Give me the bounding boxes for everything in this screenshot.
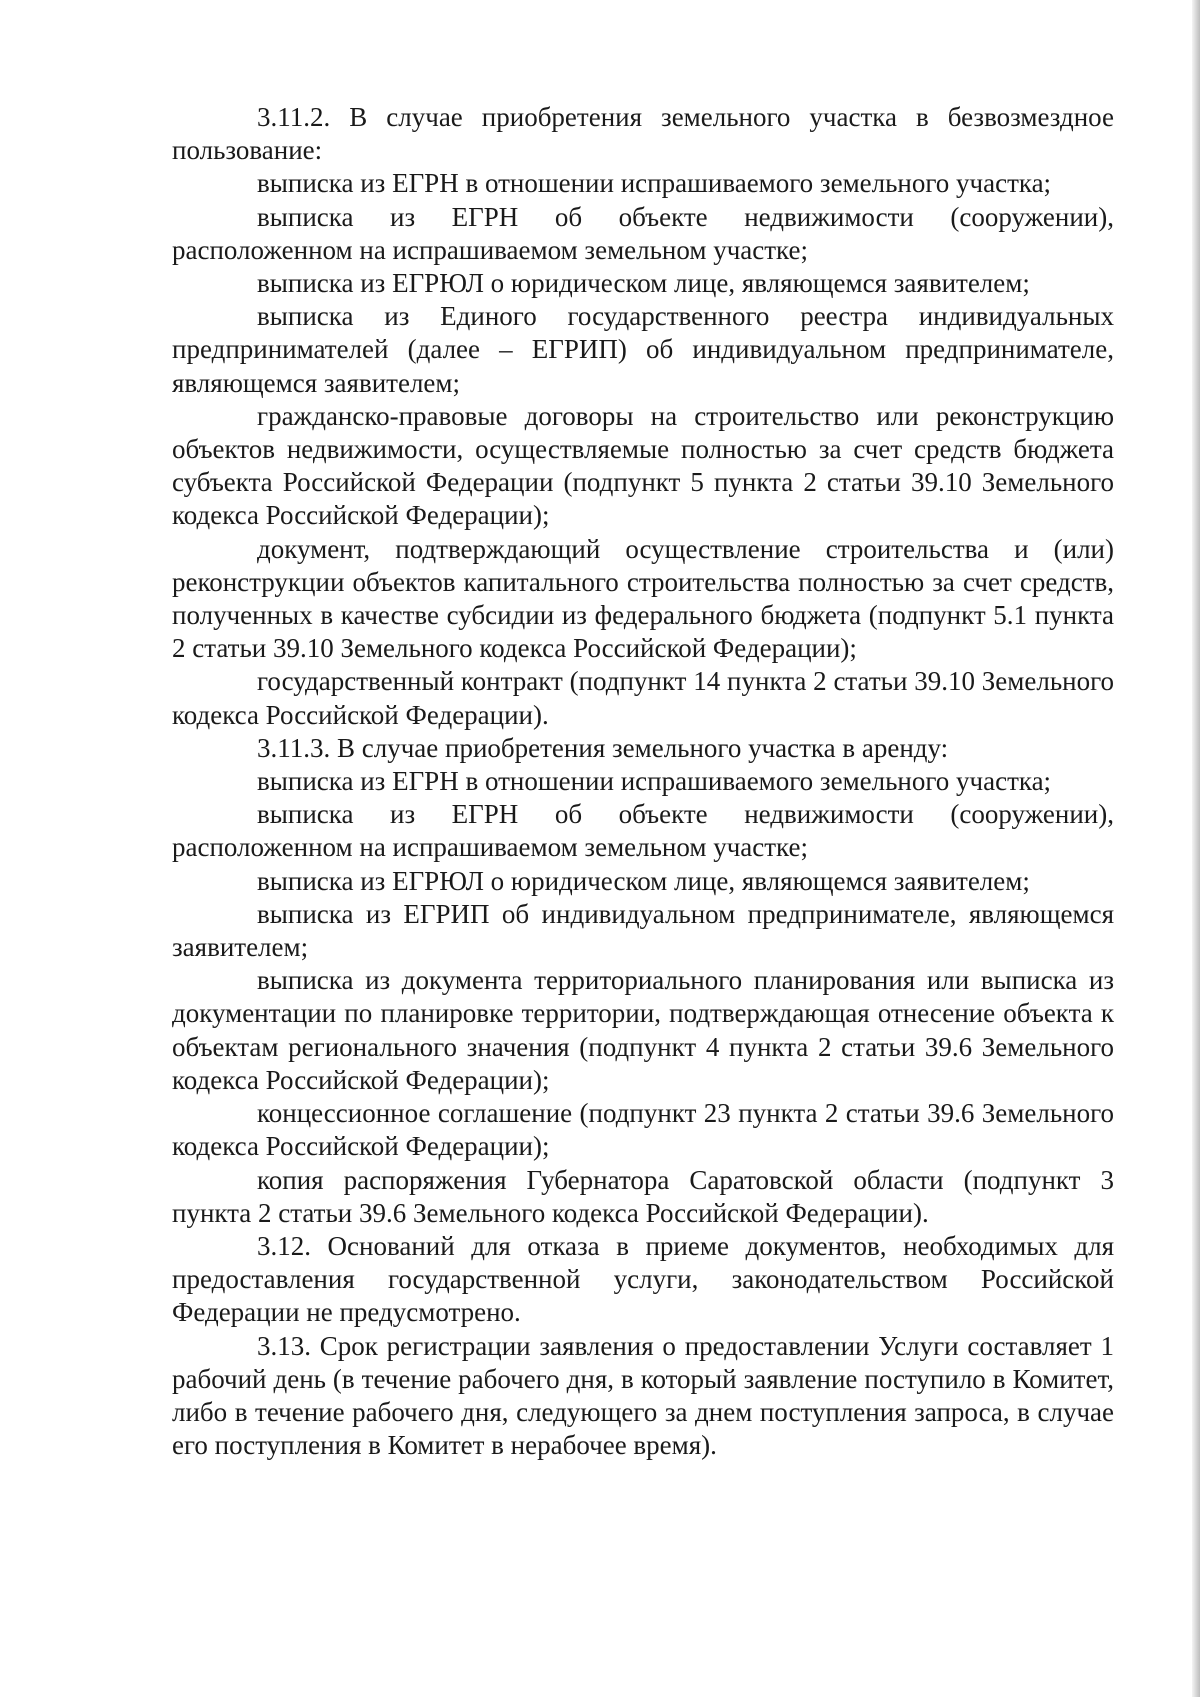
list-item: копия распоряжения Губернатора Саратовской области (подпункт 3 пункта 2 статьи 39.6 Земельного кодекса Российской Федерации). [172, 1164, 1114, 1228]
page-edge-shadow [1192, 0, 1200, 1697]
paragraph-3-12: 3.12. Оснований для отказа в приеме документов, необходимых для предоставления государственной услуги, законодательством Российской Федерации не предусмотрено. [172, 1230, 1114, 1328]
list-item: выписка из ЕГРН об объекте недвижимости (сооружении), расположенном на испрашиваемом земельном участке; [172, 201, 1114, 265]
list-item: выписка из ЕГРИП об индивидуальном предпринимателе, являющемся заявителем; [172, 898, 1114, 963]
list-item: государственный контракт (подпункт 14 пункта 2 статьи 39.10 Земельного кодекса Российской Федерации). [172, 666, 1114, 730]
list-item: выписка из Единого государственного реестра индивидуальных предпринимателей (далее – ЕГРИП) об индивидуальном предпринимателе, являющемся заявителем; [172, 301, 1114, 398]
list-item: выписка из ЕГРН в отношении испрашиваемого земельного участка; [257, 168, 1052, 199]
paragraph-3-13: 3.13. Срок регистрации заявления о предоставлении Услуги составляет 1 рабочий день (в течение рабочего дня, в который заявление поступило в Комитет, либо в течение рабочего дня, следующего за днем поступления запроса, в случае его поступления в Комитет в нерабочее время). [172, 1330, 1114, 1461]
list-item: выписка из документа территориального планирования или выписка из документации по планировке территории, подтверждающая отнесение объекта к объектам регионального значения (подпункт 4 пункта 2 статьи 39.6 Земельного кодекса Российской Федерации); [172, 965, 1114, 1095]
paragraph-3-11-2-heading: 3.11.2. В случае приобретения земельного участка в безвозмездное пользование: [172, 102, 1114, 166]
list-item: выписка из ЕГРН об объекте недвижимости (сооружении), расположенном на испрашиваемом земельном участке; [172, 799, 1114, 863]
list-item: выписка из ЕГРЮЛ о юридическом лице, являющемся заявителем; [257, 865, 1030, 896]
list-item: гражданско-правовые договоры на строительство или реконструкцию объектов недвижимости, осуществляемые полностью за счет средств бюджета субъекта Российской Федерации (подпункт 5 пункта 2 статьи 39.10 Земельного кодекса Российской Федерации); [172, 400, 1114, 531]
list-item: концессионное соглашение (подпункт 23 пункта 2 статьи 39.6 Земельного кодекса Российской Федерации); [172, 1098, 1114, 1162]
list-item: выписка из ЕГРЮЛ о юридическом лице, являющемся заявителем; [257, 268, 1030, 299]
paragraph-3-11-3-heading: 3.11.3. В случае приобретения земельного участка в аренду: [257, 732, 949, 763]
document-body [172, 101, 1114, 1462]
list-item: выписка из ЕГРН в отношении испрашиваемого земельного участка; [257, 766, 1052, 797]
list-item: документ, подтверждающий осуществление строительства и (или) реконструкции объектов капитального строительства полностью за счет средств, полученных в качестве субсидии из федерального бюджета (подпункт 5.1 пункта 2 статьи 39.10 Земельного кодекса Российской Федерации); [172, 533, 1114, 664]
